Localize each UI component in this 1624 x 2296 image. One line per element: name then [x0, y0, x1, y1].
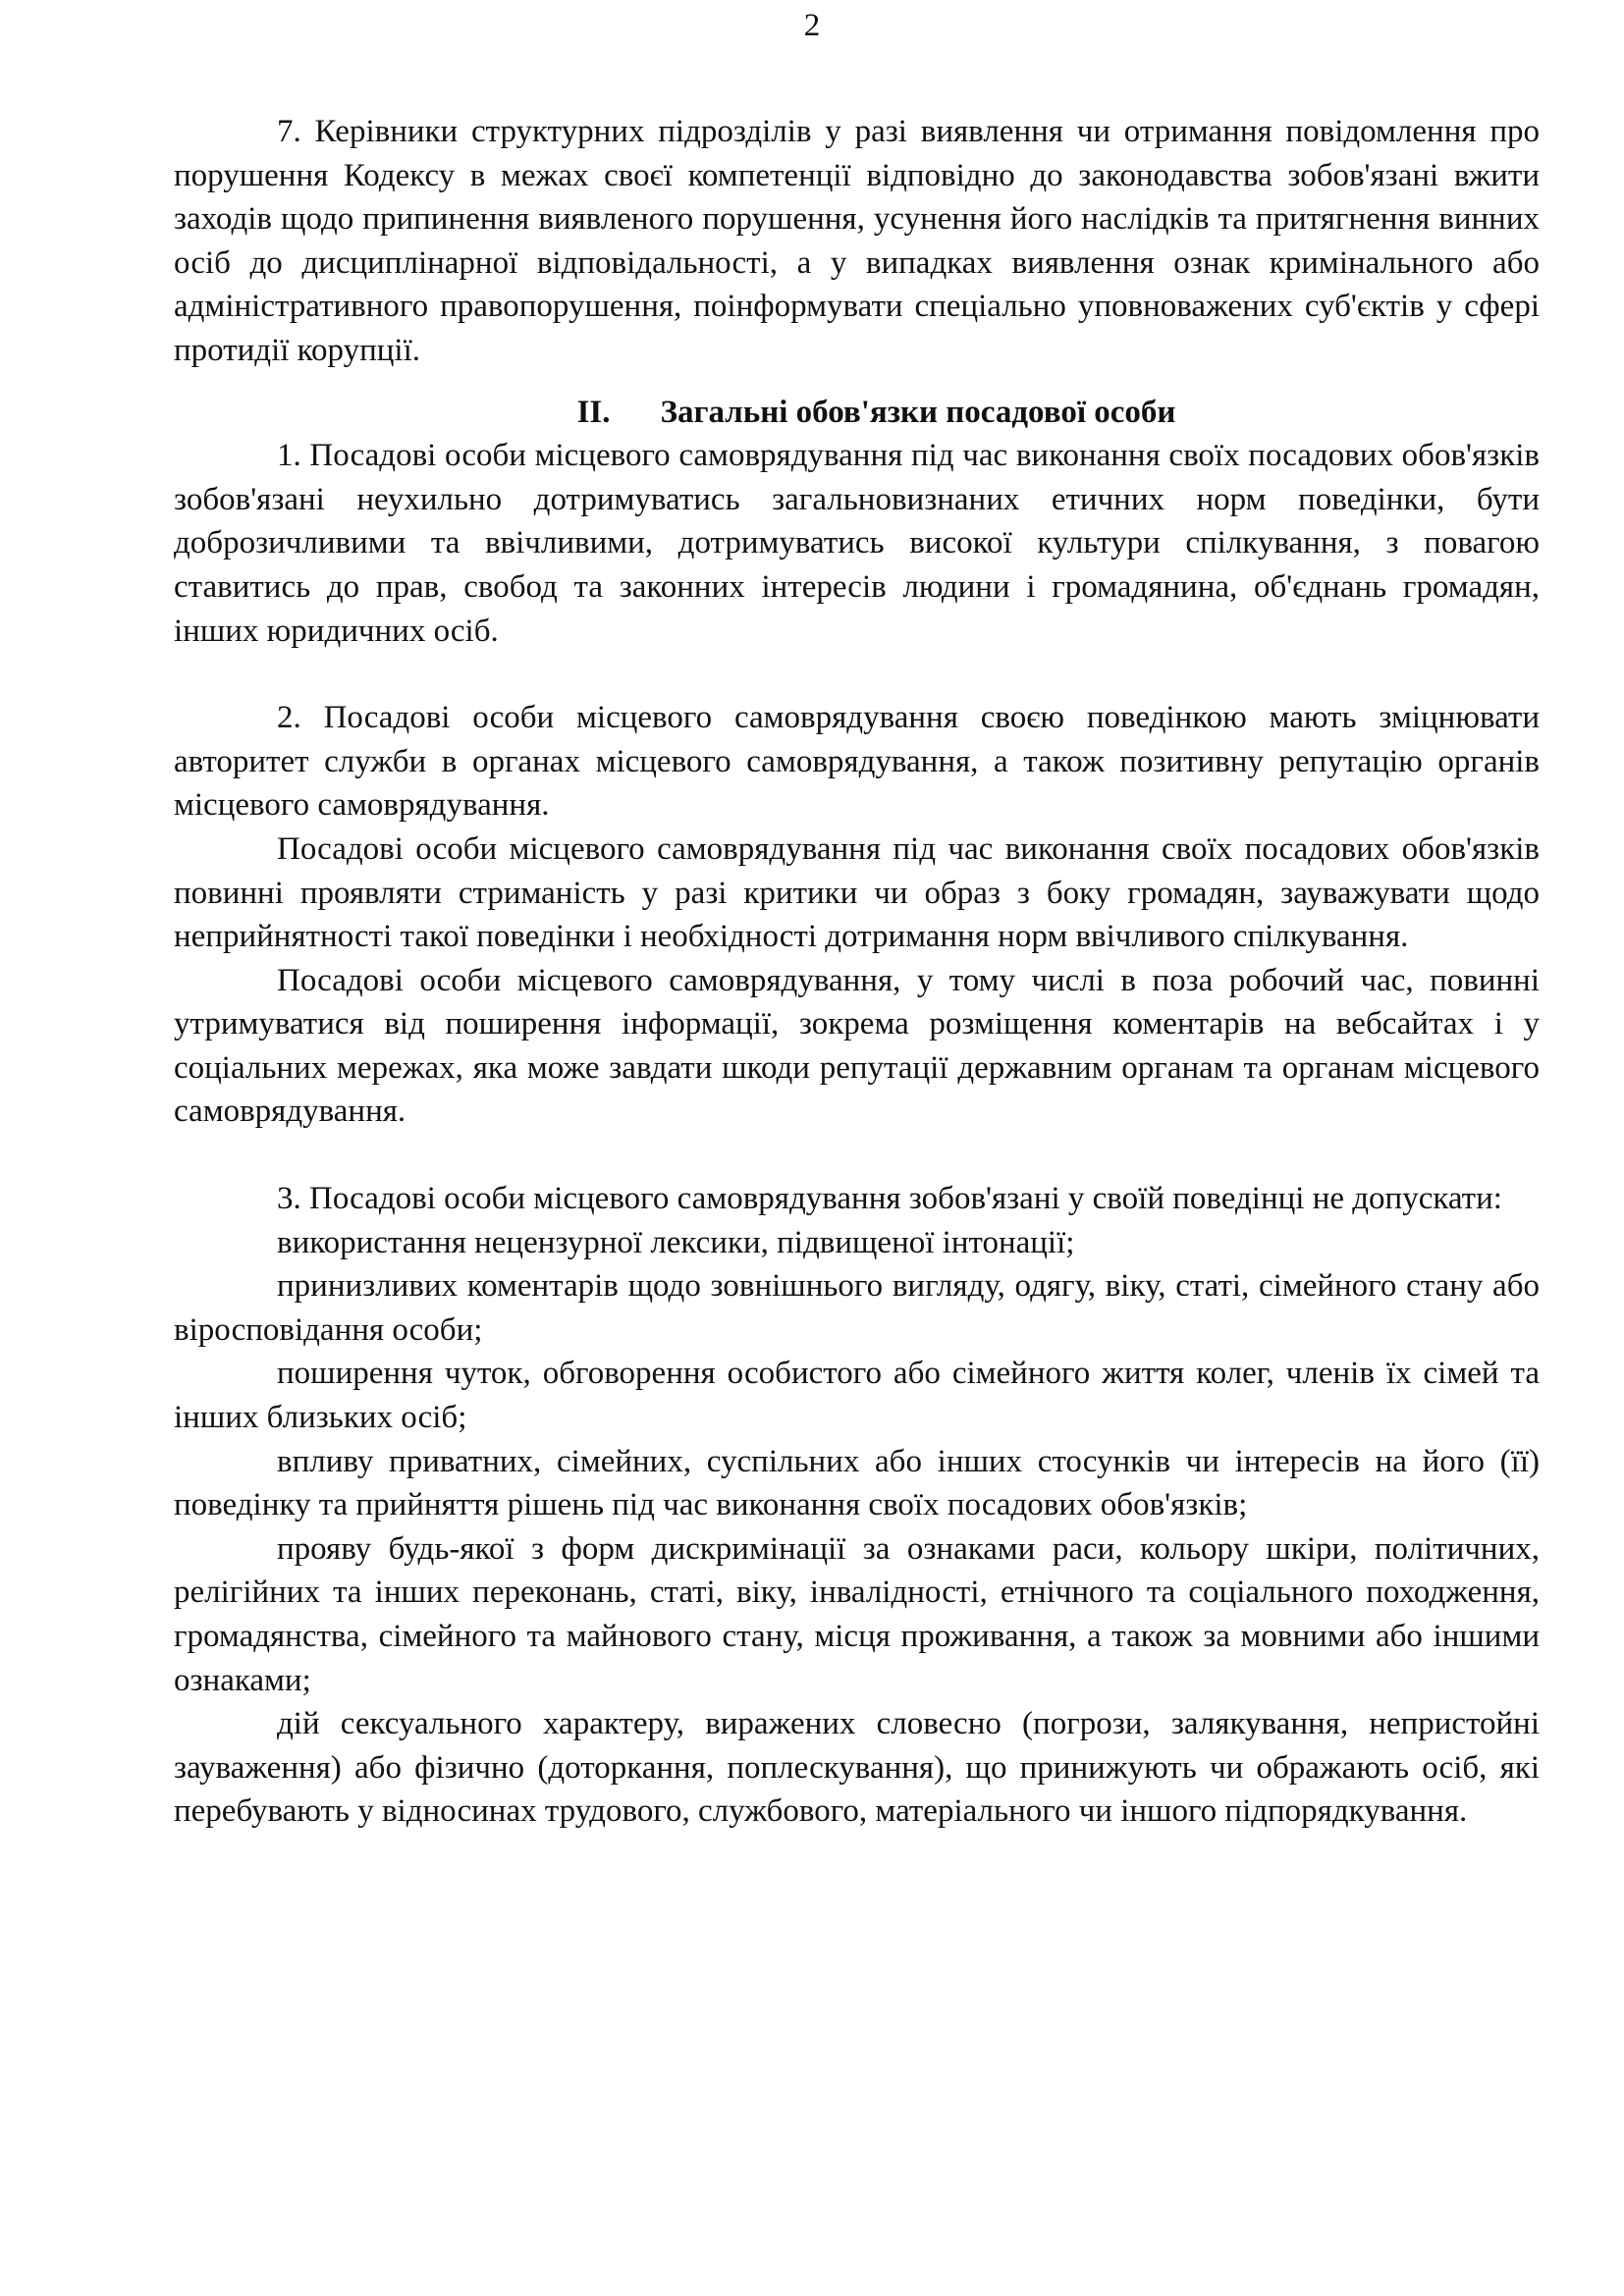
clause-3-item: дій сексуального характеру, виражених словесно (погрози, залякування, непристойні зауваження) або фізично (доторкання, поплескування), що принижують чи ображають осіб, які перебувають у відносинах трудового, службового, матеріального чи іншого підпорядкування.	[174, 1706, 1540, 1830]
clause-3-item: впливу приватних, сімейних, суспільних або інших стосунків чи інтересів на його (її) поведінку та прийняття рішень під час виконання своїх посадових обов'язків;	[174, 1443, 1540, 1523]
spacer	[174, 653, 1540, 696]
clause-3-item: принизливих коментарів щодо зовнішнього вигляду, одягу, віку, статі, сімейного стану або віросповідання особи;	[174, 1268, 1540, 1348]
page-number: 2	[803, 8, 821, 43]
spacer	[174, 1134, 1540, 1177]
clause-2-paragraph: Посадові особи місцевого самоврядування, у тому числі в поза робочий час, повинні утримуватися від поширення інформації, зокрема розміщення коментарів на вебсайтах і у соціальних мережах, яка може завдати шкоди репутації державним органам та органам місцевого самоврядування.	[174, 962, 1540, 1130]
document-page	[174, 110, 1540, 1834]
clause-3-item: використання нецензурної лексики, підвищеної інтонації;	[277, 1224, 1075, 1260]
section-heading	[174, 391, 1540, 435]
clause-3-intro: 3. Посадові особи місцевого самоврядування зобов'язані у своїй поведінці не допускати:	[277, 1181, 1502, 1217]
clause-2-paragraph: 2. Посадові особи місцевого самоврядування своєю поведінкою мають зміцнювати авторитет служби в органах місцевого самоврядування, а також позитивну репутацію органів місцевого самоврядування.	[174, 700, 1540, 824]
clause-3-item: поширення чуток, обговорення особистого або сімейного життя колег, членів їх сімей та інших близьких осіб;	[174, 1356, 1540, 1436]
clause-2-paragraph: Посадові особи місцевого самоврядування під час виконання своїх посадових обов'язків повинні проявляти стриманість у разі критики чи образ з боку громадян, зауважувати щодо неприйнятності такої поведінки і необхідності дотримання норм ввічливого спілкування.	[174, 830, 1540, 955]
clause-1: 1. Посадові особи місцевого самоврядування під час виконання своїх посадових обов'язків зобов'язані неухильно дотримуватись загальновизнаних етичних норм поведінки, бути доброзичливими та ввічливими, дотримуватись високої культури спілкування, з повагою ставитись до прав, свобод та законних інтересів людини і громадянина, об'єднань громадян, інших юридичних осіб.	[174, 438, 1540, 649]
clause-3-item: прояву будь-якої з форм дискримінації за ознаками раси, кольору шкіри, політичних, релігійних та інших переконань, статі, віку, інвалідності, етнічного та соціального походження, громадянства, сімейного та майнового стану, місця проживання, а також за мовними або іншими ознаками;	[174, 1530, 1540, 1698]
section-title: Загальні обов'язки посадової особи	[660, 394, 1176, 430]
paragraph-7: 7. Керівники структурних підрозділів у разі виявлення чи отримання повідомлення про порушення Кодексу в межах своєї компетенції відповідно до законодавства зобов'язані вжити заходів щодо припинення виявленого порушення, усунення його наслідків та притягнення винних осіб до дисциплінарної відповідальності, а у випадках виявлення ознак кримінального або адміністративного правопорушення, поінформувати спеціально уповноважених суб'єктів у сфері протидії корупції.	[174, 114, 1540, 368]
section-number: II.	[576, 394, 611, 430]
